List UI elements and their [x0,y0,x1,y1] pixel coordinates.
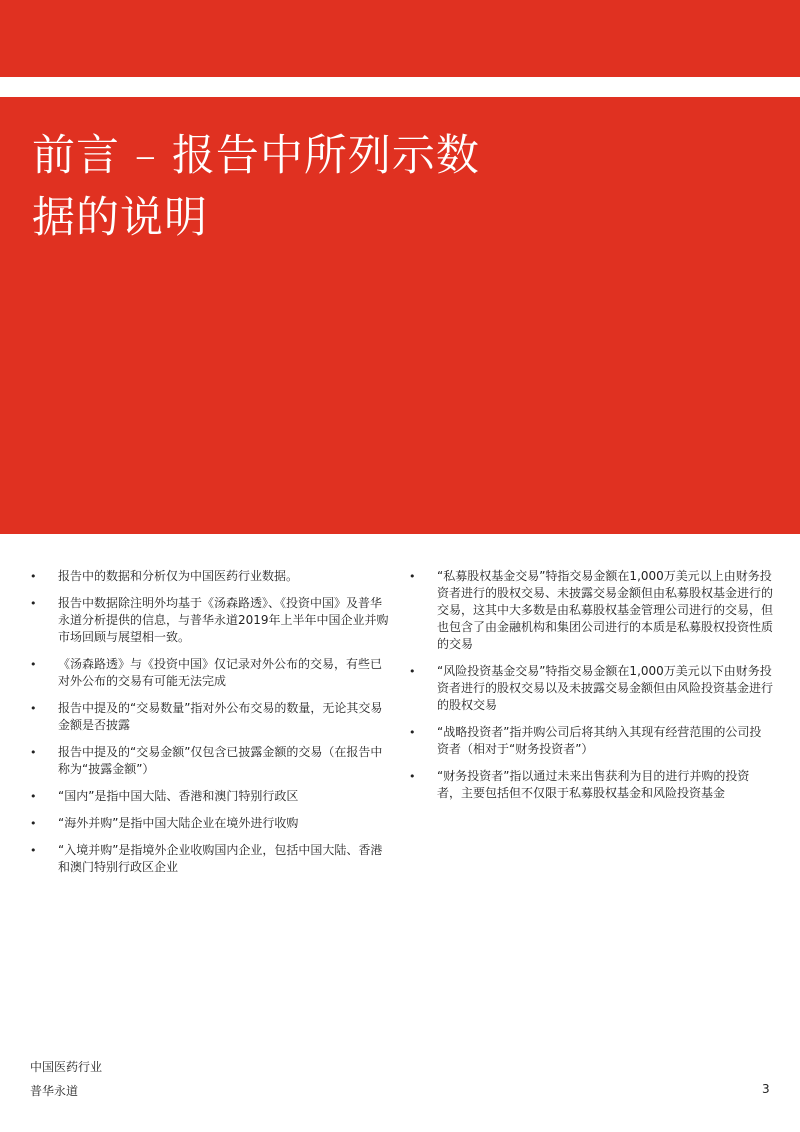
top-red-band [0,0,800,77]
list-item: • 报告中的数据和分析仅为中国医药行业数据。 [30,568,392,585]
footer-company-name: 普华永道 [30,1084,79,1098]
page-title-line-2: 据的说明 [32,193,208,243]
list-item: • “私募股权基金交易”特指交易金额在1,000万美元以上由财务投资者进行的股权交易、未披露交易金额但由私募股权基金进行的交易，这其中大多数是由私募股权基金管理公司进行的交易，但也包含了由金融机构和集团公司进行的本质是私募股权投资性质的交易 [409,568,773,653]
definitions-list-right [409,568,773,812]
list-item: • 报告中提及的“交易数量”指对外公布交易的数量，无论其交易金额是否披露 [30,700,392,734]
list-item: • 报告中提及的“交易金额”仅包含已披露金额的交易（在报告中称为“披露金额”） [30,744,392,778]
list-item: • “战略投资者”指并购公司后将其纳入其现有经营范围的公司投资者（相对于“财务投资者”） [409,724,773,758]
list-item: • “入境并购”是指境外企业收购国内企业，包括中国大陆、香港和澳门特别行政区企业 [30,842,392,876]
page-title [32,125,632,249]
list-item: • 《汤森路透》与《投资中国》仅记录对外公布的交易，有些已对外公布的交易有可能无法完成 [30,656,392,690]
list-item: • “海外并购”是指中国大陆企业在境外进行收购 [30,815,392,832]
list-item: • “财务投资者”指以通过未来出售获利为目的进行并购的投资者，主要包括但不仅限于私募股权基金和风险投资基金 [409,768,773,802]
page-title-line-1: 前言 – 报告中所列示数 [32,131,480,181]
footer-report-name: 中国医药行业 [30,1060,103,1074]
list-item: • 报告中数据除注明外均基于《汤森路透》、《投资中国》及普华永道分析提供的信息，与普华永道2019年上半年中国企业并购市场回顾与展望相一致。 [30,595,392,646]
list-item: • “风险投资基金交易”特指交易金额在1,000万美元以下由财务投资者进行的股权交易以及未披露交易金额但由风险投资基金进行的股权交易 [409,663,773,714]
list-item: • “国内”是指中国大陆、香港和澳门特别行政区 [30,788,392,805]
title-panel [0,97,800,534]
definitions-list-left [30,568,392,886]
page-number: 3 [762,1082,770,1096]
